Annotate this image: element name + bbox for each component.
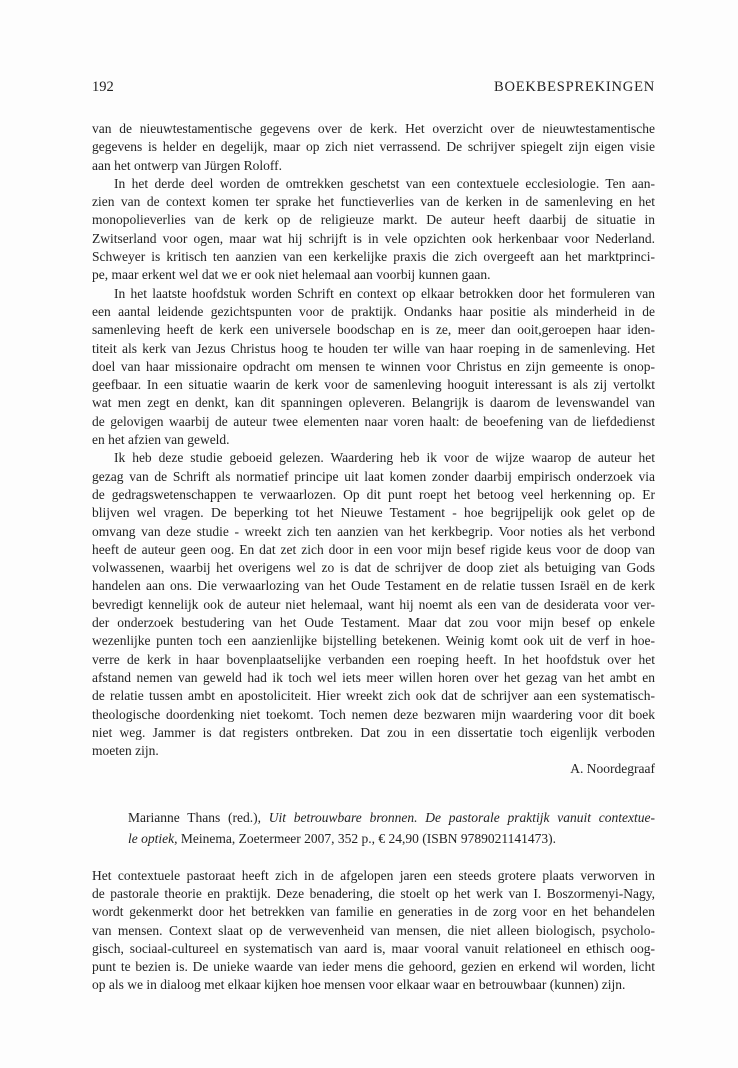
text-line: In het derde deel worden de omtrekken geschetst van een contextuele ecclesiologie. Ten aan- xyxy=(114,175,655,191)
text-line: een aantal leidende gezichtspunten voor de praktijk. Ondanks haar positie als minderheid in de xyxy=(92,303,655,319)
text-line: niet weg. Jammer is dat registers ontbreken. Dat zou in een dissertatie toch eigenlijk verboden xyxy=(92,724,655,740)
text-line: en het afzien van geweld. xyxy=(92,432,230,448)
running-title: BOEKBESPREKINGEN xyxy=(493,79,655,95)
text-line: gegevens is helder en degelijk, maar op zich niet verrassend. De schrijver spiegelt zijn eigen visie xyxy=(92,139,655,155)
text-line: handelen aan ons. Die verwaarlozing van het Oude Testament en de relatie tussen Israël en de kerk xyxy=(92,578,655,594)
text-line: afstand nemen van geweld had ik toch wel iets meer willen horen over het gezag van het ambt en xyxy=(92,669,655,685)
text-line: geefbaar. In een situatie waarin de kerk voor de samenleving hooguit interessant is als zij vertolkt xyxy=(92,377,655,393)
text-line: van de nieuwtestamentische gegevens over de kerk. Het overzicht over de nieuwtestamentische xyxy=(92,121,655,136)
text-line: de gelovigen waarbij de auteur twee elementen naar voren haalt: de beoefening van de liefdedienst xyxy=(92,413,655,429)
citation-book-title: le optiek xyxy=(128,830,175,846)
text-line: volwassenen, waarbij het overigens wel zo is dat de schrijver de doop ziet als betuiging van Gods xyxy=(92,560,655,576)
citation-text: , Meinema, Zoetermeer 2007, 352 p., € 24,90 (ISBN 9789021141473). xyxy=(174,830,557,846)
text-line: moeten zijn. xyxy=(92,743,159,759)
text-line: blijven wel vragen. De beperking tot het Nieuwe Testament - hoe begrijpelijk ook gelet op de xyxy=(92,505,655,521)
citation-text: Marianne Thans (red.), xyxy=(128,809,269,825)
text-line: wat men zegt en denkt, kan dit spanningen opleveren. Belangrijk is daarom de levenswandel van xyxy=(92,395,655,411)
text-line: punt te bezien is. De unieke waarde van ieder mens die gehoord, gezien en erkend wil worden, licht xyxy=(92,959,655,975)
text-line: Zwitserland voor ogen, maar wat hij schrijft is in vele opzichten ook herkenbaar voor Nederland. xyxy=(92,230,655,246)
page-header xyxy=(92,78,655,97)
text-line: zien van de context komen ter sprake het functieverlies van de kerken in de samenleving en het xyxy=(92,194,655,210)
text-line: theologische doordenking niet toekomt. Toch nemen deze bezwaren mijn waardering voor dit boek xyxy=(92,706,655,722)
next-review-body-text xyxy=(92,867,655,995)
text-line: samenleving heeft de kerk een universele boodschap en is ze, meer dan ooit,geroepen haar iden- xyxy=(92,322,655,338)
text-line: gezag van de Schrift als normatief principe uit laat komen zonder daarbij empirisch onderzoek via xyxy=(92,468,655,484)
text-line: heeft de auteur geen oog. En dat zet zich door in een voor mijn besef rigide keus voor de doop van xyxy=(92,541,655,557)
page-number: 192 xyxy=(92,79,114,95)
text-line: de gedragswetenschappen te verwaarlozen. Op dit punt roept het betoog veel herkenning op. Er xyxy=(92,486,655,502)
review-author-signature: A. Noordegraaf xyxy=(570,761,655,777)
citation-book-title: Uit betrouwbare bronnen. De pastorale praktijk vanuit contextue- xyxy=(268,809,655,825)
text-line: monopolieverlies van de kerk op de religieuze markt. De auteur heeft daarbij de situatie in xyxy=(92,212,655,228)
text-line: titeit als kerk van Jezus Christus hoog te houden ter wille van haar roeping in de samenleving. Het xyxy=(92,340,655,356)
text-line: wezenlijke punten toch een aanzienlijke bijstelling betekenen. Weinig komt ook uit de verf in hoe- xyxy=(92,633,655,649)
text-line: van mensen. Context slaat op de verwevenheid van mensen, die niet alleen biologisch, psycholo- xyxy=(92,922,655,938)
text-line: Het contextuele pastoraat heeft zich in de afgelopen jaren een steeds grotere plaats verworven in xyxy=(92,867,655,883)
text-line: doel van haar missionaire opdracht om mensen te winnen voor Christus en zijn gemeente is onop- xyxy=(92,358,655,374)
text-line: bevredigt kennelijk ook de auteur niet helemaal, want hij noemt als een van de desiderata voor ver- xyxy=(92,596,655,612)
text-line: de pastorale theorie en praktijk. Deze benadering, die stoelt op het werk van I. Boszormenyi-Nagy, xyxy=(92,885,655,901)
text-line: verre de kerk in haar bovenplaatselijke verbanden een roeping heeft. In het hoofdstuk over het xyxy=(92,651,655,667)
text-line: In het laatste hoofdstuk worden Schrift en context op elkaar betrokken door het formuleren van xyxy=(114,285,655,301)
review-body-text xyxy=(92,120,655,760)
text-line: Ik heb deze studie geboeid gelezen. Waardering heb ik voor de wijze waarop de auteur het xyxy=(114,450,655,466)
text-line: Schweyer is kritisch ten aanzien van een kerkelijke praxis die zich overgeeft aan het marktprinci- xyxy=(92,249,655,265)
text-line: pe, maar erkent wel dat we er ook niet helemaal aan voorbij kunnen gaan. xyxy=(92,267,491,283)
text-line: op als we in dialoog met elkaar kijken hoe mensen voor elkaar waar en betrouwbaar (kunnen) zijn. xyxy=(92,977,626,993)
book-citation-block xyxy=(128,807,655,849)
text-line: wordt gekenmerkt door het betrekken van familie en generaties in de zorg voor en het behandelen xyxy=(92,904,655,920)
text-line: der onderzoek bestudering van het Oude Testament. Maar dat zou voor mijn besef op enkele xyxy=(92,615,655,631)
text-line: omvang van deze studie - wreekt zich ten aanzien van het kerkbegrip. Voor noties als het verbond xyxy=(92,523,655,539)
text-line: gisch, sociaal-cultureel en systematisch van aard is, maar vooral vanuit relationeel en ethisch oog- xyxy=(92,940,655,956)
citation-line xyxy=(128,807,655,828)
text-line: aan het ontwerp van Jürgen Roloff. xyxy=(92,157,282,173)
citation-line xyxy=(128,828,655,849)
text-line: de relatie tussen ambt en apostoliciteit. Hier wreekt zich ook dat de schrijver aan een systematisch- xyxy=(92,688,655,704)
